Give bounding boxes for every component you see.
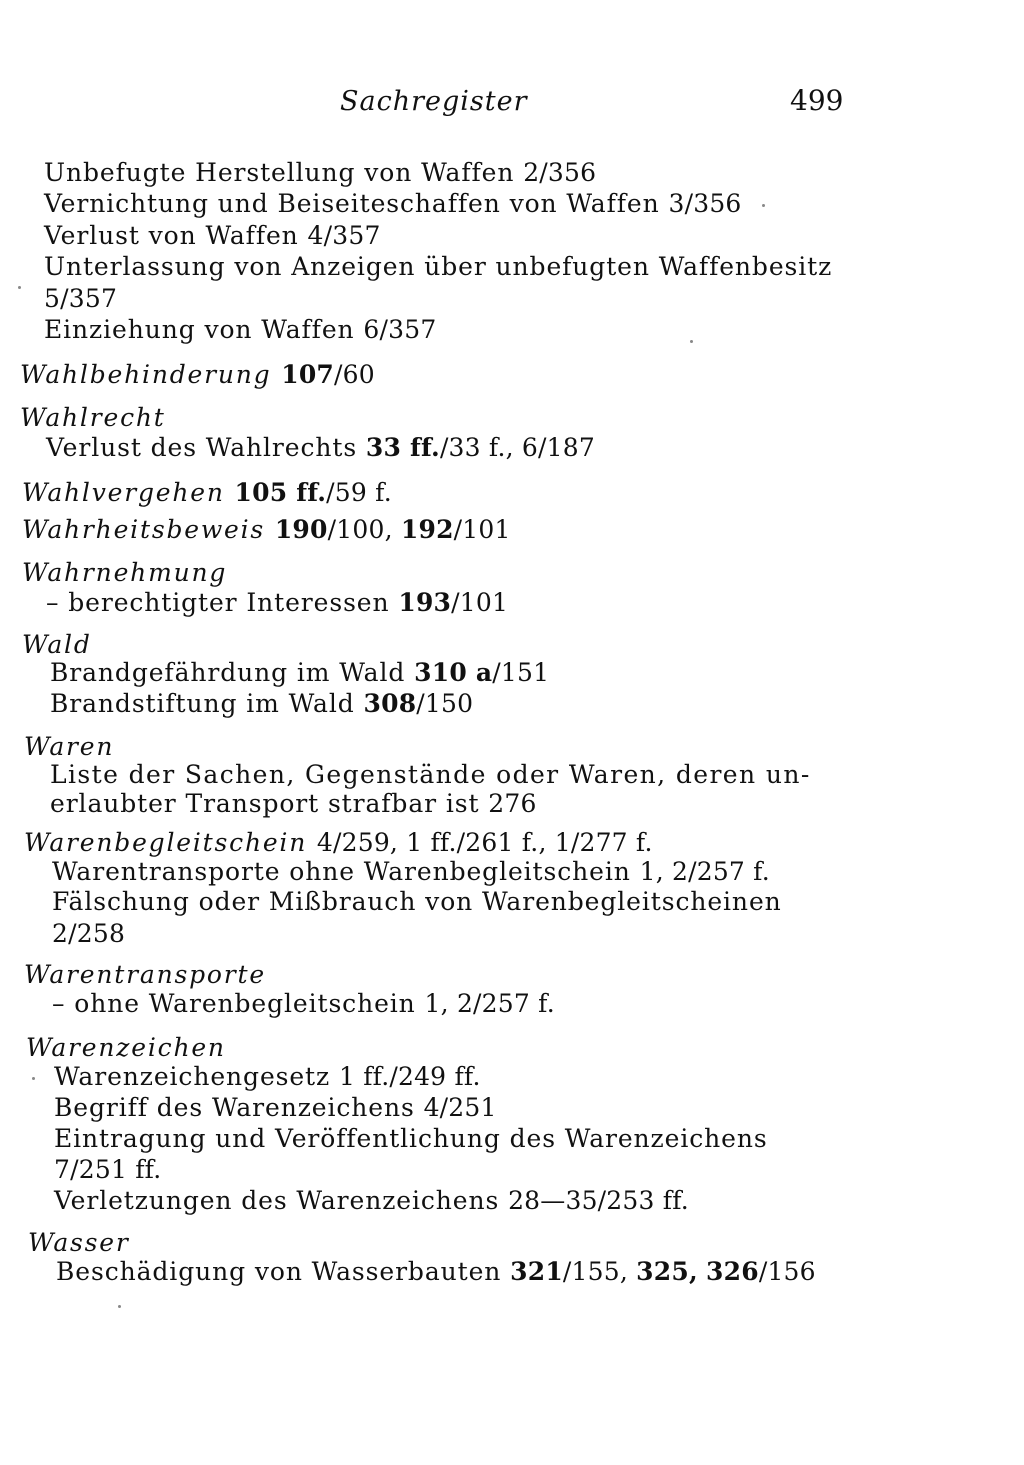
index-subentry: Warentransporte ohne Warenbegleitschein 1, 2/257 f. xyxy=(52,857,770,886)
index-heading: Warenzeichen xyxy=(26,1033,226,1062)
index-subentry: Unbefugte Herstellung von Waffen 2/356 xyxy=(44,158,597,187)
index-subentry-continuation: erlaubter Transport strafbar ist 276 xyxy=(50,789,537,818)
index-heading: Wahrnehmung xyxy=(22,558,228,587)
print-speck xyxy=(18,286,21,289)
index-subentry-continuation: 7/251 ff. xyxy=(54,1155,162,1184)
index-subentry: Brandstiftung im Wald 308/150 xyxy=(50,689,474,718)
index-heading: Wasser xyxy=(28,1228,130,1257)
index-subentry: – berechtigter Interessen 193/101 xyxy=(46,588,509,617)
index-subentry: Verlust von Waffen 4/357 xyxy=(44,221,381,250)
index-subentry: Unterlassung von Anzeigen über unbefugten Waffenbesitz xyxy=(44,252,833,281)
index-subentry: Einziehung von Waffen 6/357 xyxy=(44,315,437,344)
index-heading: Wahrheitsbeweis 190/100, 192/101 xyxy=(22,515,511,544)
index-subentry: Vernichtung und Beiseiteschaffen von Waffen 3/356 xyxy=(44,189,742,218)
index-heading: Warentransporte xyxy=(24,960,266,989)
index-heading: Wahlvergehen 105 ff./59 f. xyxy=(22,478,392,507)
index-subentry: Beschädigung von Wasserbauten 321/155, 325, 326/156 xyxy=(56,1257,816,1286)
index-subentry-continuation: 5/357 xyxy=(44,284,118,313)
index-heading: Wahlbehinderung 107/60 xyxy=(20,360,375,389)
index-subentry: Eintragung und Veröffentlichung des Warenzeichens xyxy=(54,1124,768,1153)
print-speck xyxy=(118,1305,121,1308)
page-number: 499 xyxy=(790,84,844,117)
index-heading: Waren xyxy=(24,732,115,761)
index-subentry: Verlust des Wahlrechts 33 ff./33 f., 6/187 xyxy=(46,433,595,462)
index-subentry-continuation: 2/258 xyxy=(52,919,126,948)
index-heading: Wald xyxy=(22,630,92,659)
running-title: Sachregister xyxy=(340,86,528,117)
index-heading: Warenbegleitschein 4/259, 1 ff./261 f., 1/277 f. xyxy=(24,828,653,857)
index-heading: Wahlrecht xyxy=(20,403,166,432)
index-subentry: Brandgefährdung im Wald 310 a/151 xyxy=(50,658,550,687)
print-speck xyxy=(690,340,693,343)
index-subentry: Begriff des Warenzeichens 4/251 xyxy=(54,1093,497,1122)
print-speck xyxy=(32,1077,35,1080)
index-subentry: – ohne Warenbegleitschein 1, 2/257 f. xyxy=(52,989,555,1018)
index-subentry: Liste der Sachen, Gegenstände oder Waren, deren un- xyxy=(50,760,811,789)
index-subentry: Fälschung oder Mißbrauch von Warenbegleitscheinen xyxy=(52,887,782,916)
index-subentry: Warenzeichengesetz 1 ff./249 ff. xyxy=(54,1062,481,1091)
index-subentry: Verletzungen des Warenzeichens 28—35/253 ff. xyxy=(54,1186,689,1215)
print-speck xyxy=(762,204,765,207)
